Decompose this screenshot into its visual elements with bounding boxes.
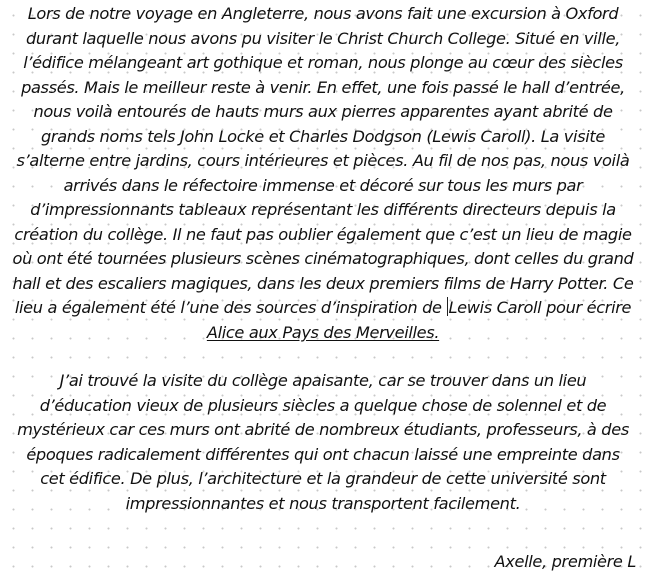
paragraph-visit-description [4,2,642,345]
text-line: création du collège. Il ne faut pas oublier également que c’est un lieu de magie [14,224,632,244]
text-line: époques radicalement différentes qui ont chacun laissé une empreinte dans [26,444,620,464]
text-line: s’alterne entre jardins, cours intérieures et pièces. Au fil de nos pas, nous voilà [16,151,630,170]
text-line: Lors de notre voyage en Angleterre, nous avons fait une excursion à Oxford [27,4,619,23]
text-line: nous voilà entourés de hauts murs aux pierres apparentes ayant abrité de [33,102,613,121]
text-line: mystérieux car ces murs ont abrité de nombreux étudiants, professeurs, à des [17,420,629,439]
text-line: durant laquelle nous avons pu visiter le Christ Church College. Situé en ville, [26,28,620,48]
underlined-book-title: Alice aux Pays des Merveilles. [206,322,440,342]
text-line: d’éducation vieux de plusieurs siècles a quelque chose de solennel et de [39,395,607,415]
text-line: l’édifice mélangeant art gothique et roman, nous plonge au cœur des siècles [23,53,623,72]
text-line: impressionnantes et nous transportent facilement. [125,493,521,513]
text-line: J’ai trouvé la visite du collège apaisante, car se trouver dans un lieu [59,371,587,390]
text-segment: lieu a également été l’une des sources d’inspiration de [14,298,442,317]
text-line: où ont été tournées plusieurs scènes cinématographiques, dont celles du grand [12,249,634,268]
text-segment: Lewis Caroll pour écrire [448,298,632,317]
text-line: hall et des escaliers magiques, dans les deux premiers films de Harry Potter. Ce [12,273,634,293]
text-line: cet édifice. De plus, l’architecture et la grandeur de cette université sont [40,469,606,488]
text-line: d’impressionnants tableaux représentant les différents directeurs depuis la [30,200,616,219]
paragraph-impressions [4,369,642,516]
text-line: passés. Mais le meilleur reste à venir. En effet, une fois passé le hall d’entrée, [21,77,625,97]
text-line [4,296,642,321]
text-line [4,321,642,346]
text-line: arrivés dans le réfectoire immense et décoré sur tous les murs par [63,175,583,195]
text-line: grands noms tels John Locke et Charles Dodgson (Lewis Caroll). La visite [41,126,605,146]
author-signature: Axelle, première L [494,552,636,571]
